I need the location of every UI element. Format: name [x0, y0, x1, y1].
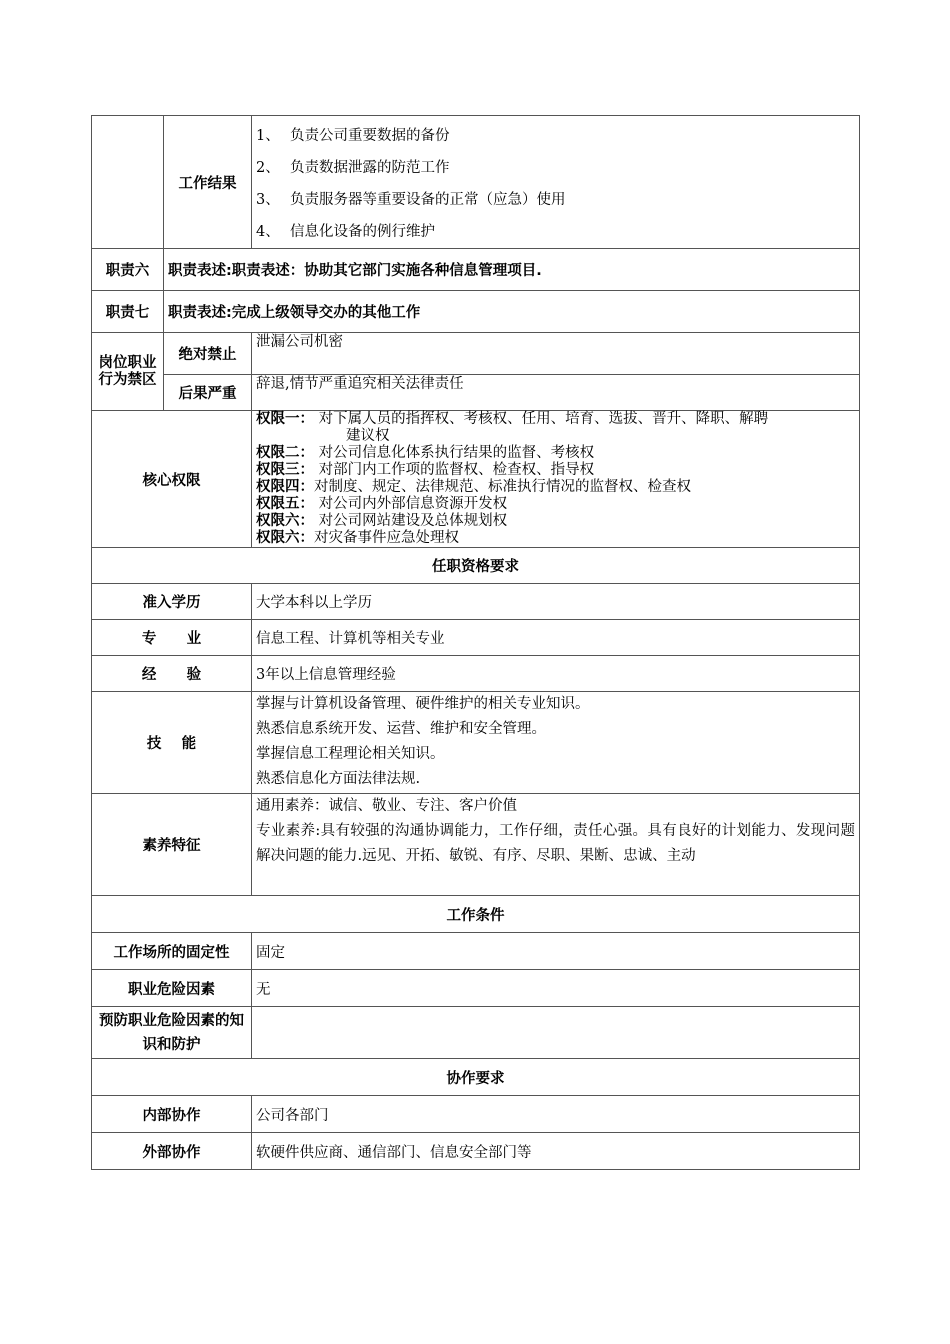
- internal-label: 内部协作: [92, 1096, 252, 1133]
- result-item-3: 3、 负责服务器等重要设备的正常（应急）使用: [256, 192, 566, 208]
- authority-label: 核心权限: [92, 411, 252, 548]
- absolute-forbidden-label: 绝对禁止: [164, 333, 252, 375]
- traits-cell: [252, 794, 860, 896]
- duty6-label: 职责六: [92, 249, 164, 291]
- forbidden-row-1: [92, 333, 860, 375]
- skills-row: [92, 692, 860, 794]
- authority-item-5: 权限五： 对公司内外部信息资源开发权: [256, 496, 508, 512]
- major-label: 专 业: [92, 620, 252, 656]
- conditions-title: 工作条件: [92, 896, 860, 933]
- skill-item-4: 熟悉信息化方面法律法规.: [256, 771, 421, 787]
- consequence-text: 辞退,情节严重追究相关法律责任: [252, 375, 860, 411]
- experience-value: 3年以上信息管理经验: [252, 656, 860, 692]
- absolute-forbidden-text: 泄漏公司机密: [252, 333, 860, 375]
- prevention-label: 预防职业危险因素的知识和防护: [92, 1007, 252, 1059]
- skill-item-2: 熟悉信息系统开发、运营、维护和安全管理。: [256, 721, 546, 737]
- duty7-label: 职责七: [92, 291, 164, 333]
- qualifications-header-row: [92, 548, 860, 584]
- authority-item-3: 权限三： 对部门内工作项的监督权、检查权、指导权: [256, 462, 595, 478]
- results-label: 工作结果: [164, 116, 252, 249]
- fixed-row: [92, 933, 860, 970]
- hazard-value: 无: [252, 970, 860, 1007]
- qualifications-title: 任职资格要求: [92, 548, 860, 584]
- education-label: 准入学历: [92, 584, 252, 620]
- result-item-4: 4、 信息化设备的例行维护: [256, 224, 435, 240]
- authority-item-1: 权限一： 对下属人员的指挥权、考核权、任用、培育、选拔、晋升、降职、解聘: [256, 411, 769, 427]
- major-row: [92, 620, 860, 656]
- traits-professional: 专业素养:具有较强的沟通协调能力，工作仔细，责任心强。具有良好的计划能力、发现问题解决问题的能力.远见、开拓、敏锐、有序、尽职、果断、忠诚、主动: [256, 823, 855, 864]
- forbidden-label: 岗位职业行为禁区: [92, 333, 164, 411]
- internal-value: 公司各部门: [252, 1096, 860, 1133]
- skills-list: [252, 692, 860, 794]
- fixed-label: 工作场所的固定性: [92, 933, 252, 970]
- hazard-label: 职业危险因素: [92, 970, 252, 1007]
- traits-row: [92, 794, 860, 896]
- conditions-header-row: [92, 896, 860, 933]
- result-item-1: 1、 负责公司重要数据的备份: [256, 128, 450, 144]
- internal-row: [92, 1096, 860, 1133]
- authority-item-2: 权限二： 对公司信息化体系执行结果的监督、考核权: [256, 445, 595, 461]
- authority-row: [92, 411, 860, 548]
- prevention-value: [252, 1007, 860, 1059]
- results-row: [92, 116, 860, 249]
- skill-item-1: 掌握与计算机设备管理、硬件维护的相关专业知识。: [256, 696, 590, 712]
- education-value: 大学本科以上学历: [252, 584, 860, 620]
- external-value: 软硬件供应商、通信部门、信息安全部门等: [252, 1133, 860, 1170]
- education-row: [92, 584, 860, 620]
- authority-item-4: 权限四：对制度、规定、法律规范、标准执行情况的监督权、检查权: [256, 479, 691, 495]
- results-list: [252, 116, 860, 249]
- external-row: [92, 1133, 860, 1170]
- external-label: 外部协作: [92, 1133, 252, 1170]
- duty6-row: [92, 249, 860, 291]
- cooperation-title: 协作要求: [92, 1059, 860, 1096]
- duty7-text: 职责表述:完成上级领导交办的其他工作: [164, 291, 860, 333]
- results-blank-cell: [92, 116, 164, 249]
- forbidden-row-2: [92, 375, 860, 411]
- authority-item-1-cont: 建议权: [346, 428, 390, 444]
- result-item-2: 2、 负责数据泄露的防范工作: [256, 160, 450, 176]
- duty7-row: [92, 291, 860, 333]
- traits-label: 素养特征: [92, 794, 252, 896]
- experience-label: 经 验: [92, 656, 252, 692]
- experience-row: [92, 656, 860, 692]
- cooperation-header-row: [92, 1059, 860, 1096]
- skill-item-3: 掌握信息工程理论相关知识。: [256, 746, 445, 762]
- prevention-row: [92, 1007, 860, 1059]
- traits-general: 通用素养：诚信、敬业、专注、客户价值: [256, 798, 517, 814]
- authority-item-6: 权限六： 对公司网站建设及总体规划权: [256, 513, 508, 529]
- consequence-label: 后果严重: [164, 375, 252, 411]
- authority-item-7: 权限六：对灾备事件应急处理权: [256, 530, 459, 546]
- authority-list: [252, 411, 860, 548]
- hazard-row: [92, 970, 860, 1007]
- skills-label: 技 能: [92, 692, 252, 794]
- fixed-value: 固定: [252, 933, 860, 970]
- job-description-table: [91, 115, 860, 1170]
- duty6-text: 职责表述:职责表述：协助其它部门实施各种信息管理项目.: [164, 249, 860, 291]
- major-value: 信息工程、计算机等相关专业: [252, 620, 860, 656]
